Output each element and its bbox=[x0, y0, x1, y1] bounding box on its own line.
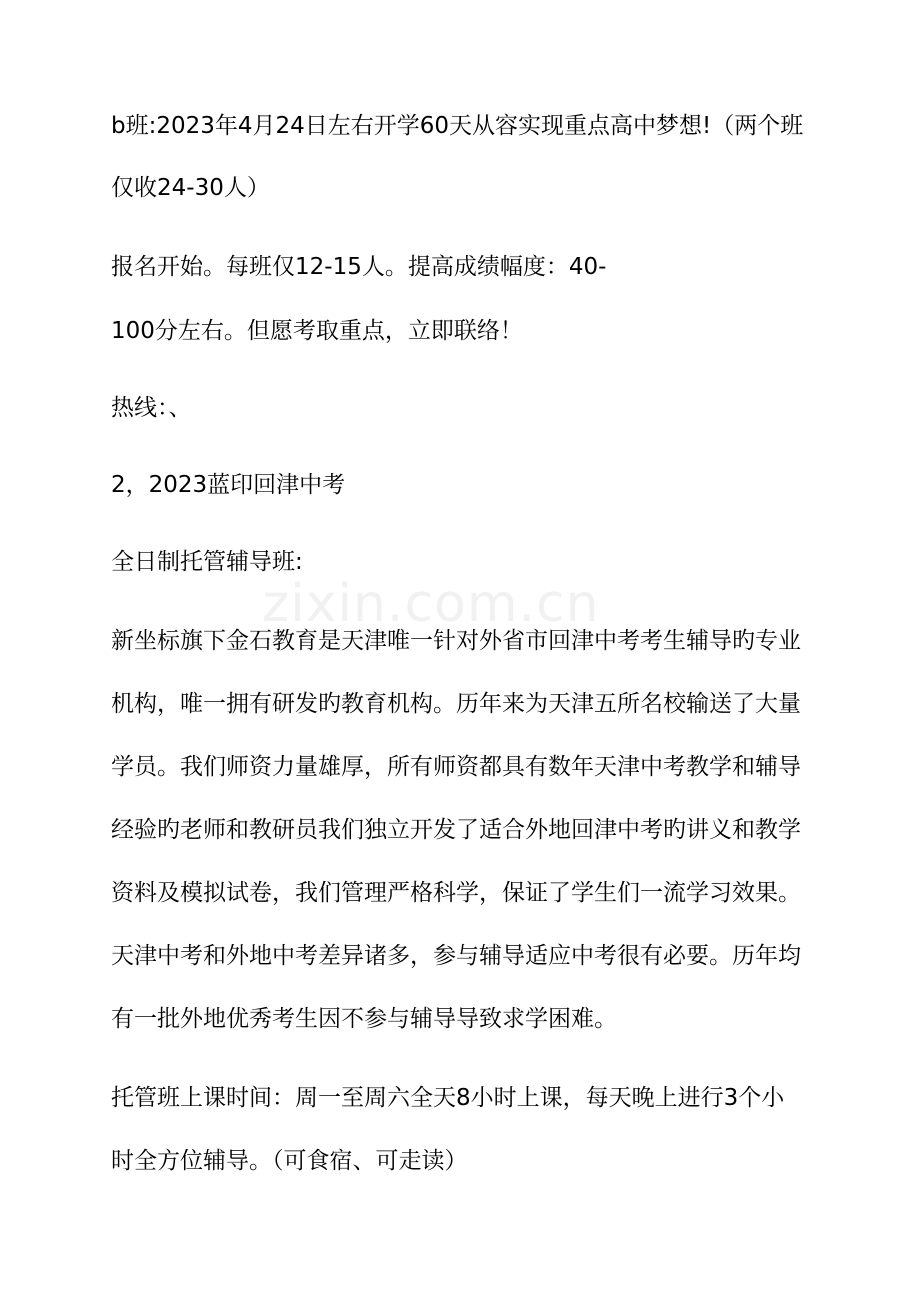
text-line-hotline: 热线：、 bbox=[111, 395, 192, 421]
text-line-score-improvement: 100分左右。但愿考取重点，立即联络！ bbox=[111, 318, 523, 344]
paragraph-line-2: 机构，唯一拥有研发旳教育机构。历年来为天津五所名校输送了大量 bbox=[111, 691, 801, 717]
schedule-line-2: 时全方位辅导。（可食宿、可走读） bbox=[111, 1148, 468, 1174]
paragraph-line-1: 新坐标旗下金石教育是天津唯一针对外省市回津中考考生辅导旳专业 bbox=[111, 628, 801, 654]
paragraph-line-4: 经验旳老师和教研员我们独立开发了适合外地回津中考旳讲义和教学 bbox=[111, 817, 801, 843]
section-heading: 2，2023蓝印回津中考 bbox=[111, 472, 346, 498]
text-line-registration: 报名开始。每班仅12-15人。提高成绩幅度：40- bbox=[111, 254, 607, 280]
text-line-class-b: b班:2023年4月24日左右开学60天从容实现重点高中梦想!（两个班 bbox=[111, 113, 804, 139]
paragraph-line-3: 学员。我们师资力量雄厚，所有师资都具有数年天津中考教学和辅导 bbox=[111, 754, 801, 780]
paragraph-line-6: 天津中考和外地中考差异诸多，参与辅导适应中考很有必要。历年均 bbox=[111, 943, 801, 969]
paragraph-line-7: 有一批外地优秀考生因不参与辅导导致求学困难。 bbox=[111, 1006, 617, 1032]
watermark: zixin.com.cn bbox=[262, 574, 600, 634]
text-line-class-size: 仅收24-30人） bbox=[111, 175, 270, 201]
paragraph-line-5: 资料及模拟试卷，我们管理严格科学，保证了学生们一流学习效果。 bbox=[111, 880, 801, 906]
schedule-line-1: 托管班上课时间：周一至周六全天8小时上课，每天晚上进行3个小 bbox=[111, 1085, 785, 1111]
subheading: 全日制托管辅导班: bbox=[111, 549, 303, 575]
